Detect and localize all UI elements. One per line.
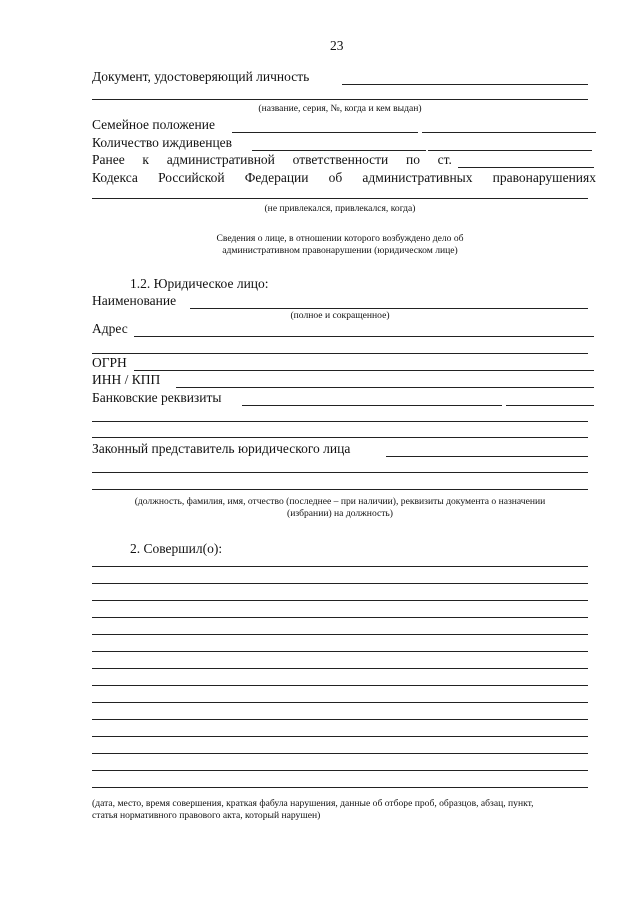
bank-details-label: Банковские реквизиты xyxy=(92,390,222,405)
bank-details-line2[interactable] xyxy=(92,421,588,422)
legal-rep-label: Законный представитель юридического лица xyxy=(92,441,351,456)
legal-rep-hint-line1: (должность, фамилия, имя, отчество (последнее – при наличии), реквизиты документа о назначении xyxy=(134,496,546,507)
committed-heading: 2. Совершил(о): xyxy=(130,541,223,556)
ogrn-field[interactable] xyxy=(134,370,594,371)
committed-line[interactable] xyxy=(92,583,588,584)
committed-line[interactable] xyxy=(92,566,588,567)
ogrn-label: ОГРН xyxy=(92,355,127,370)
committed-hint-line2: статья нормативного правового акта, который нарушен) xyxy=(92,810,321,821)
legal-rep-line3[interactable] xyxy=(92,489,588,490)
page-number: 23 xyxy=(330,38,344,53)
previous-liability-line2 xyxy=(92,170,596,186)
identity-doc-field[interactable] xyxy=(342,84,588,85)
committed-line[interactable] xyxy=(92,736,588,737)
legal-rep-hint-line2: (избрании) на должность) xyxy=(287,508,393,519)
entity-name-label: Наименование xyxy=(92,293,177,308)
dependents-label: Количество иждивенцев xyxy=(92,135,233,150)
bank-details-field[interactable] xyxy=(242,405,502,406)
inn-kpp-field[interactable] xyxy=(176,387,594,388)
marital-status-field-extra[interactable] xyxy=(422,132,596,133)
word: Кодекса xyxy=(92,170,138,185)
word: к xyxy=(142,152,149,167)
previous-liability-field[interactable] xyxy=(92,198,588,199)
legal-entity-heading: 1.2. Юридическое лицо: xyxy=(130,276,269,291)
identity-doc-label: Документ, удостоверяющий личность xyxy=(92,69,310,84)
word: по xyxy=(405,152,420,167)
legal-rep-field[interactable] xyxy=(386,456,588,457)
word: административных xyxy=(362,170,473,185)
previous-liability-line1 xyxy=(92,152,452,168)
committed-line[interactable] xyxy=(92,634,588,635)
inn-kpp-label: ИНН / КПП xyxy=(92,372,161,387)
committed-line[interactable] xyxy=(92,668,588,669)
address-field-line2[interactable] xyxy=(92,353,588,354)
committed-hint-line1: (дата, место, время совершения, краткая фабула нарушения, данные об отборе проб, образцов, абзац, пункт, xyxy=(92,798,534,809)
bank-details-line3[interactable] xyxy=(92,437,588,438)
identity-doc-hint: (название, серия, №, когда и кем выдан) xyxy=(258,103,422,114)
word: Российской xyxy=(158,170,225,185)
identity-doc-field-line2[interactable] xyxy=(92,99,588,100)
section-note-line1: Сведения о лице, в отношении которого возбуждено дело об xyxy=(216,233,464,244)
address-label: Адрес xyxy=(92,321,128,336)
word: Федерации xyxy=(244,170,309,185)
address-field[interactable] xyxy=(134,336,594,337)
committed-line[interactable] xyxy=(92,617,588,618)
bank-details-field-extra[interactable] xyxy=(506,405,594,406)
dependents-field[interactable] xyxy=(252,150,426,151)
word: административной xyxy=(166,152,275,167)
committed-line[interactable] xyxy=(92,685,588,686)
marital-status-field[interactable] xyxy=(232,132,418,133)
committed-line[interactable] xyxy=(92,719,588,720)
entity-name-field[interactable] xyxy=(190,308,588,309)
committed-line[interactable] xyxy=(92,600,588,601)
word: Ранее xyxy=(92,152,125,167)
word: об xyxy=(328,170,343,185)
section-note-line2: административном правонарушении (юридическом лице) xyxy=(222,245,458,256)
committed-line[interactable] xyxy=(92,651,588,652)
entity-name-hint: (полное и сокращенное) xyxy=(290,310,390,321)
committed-line[interactable] xyxy=(92,702,588,703)
word: правонарушениях xyxy=(492,170,596,185)
committed-line[interactable] xyxy=(92,770,588,771)
word: ст. xyxy=(437,152,452,167)
committed-line[interactable] xyxy=(92,787,588,788)
dependents-field-extra[interactable] xyxy=(428,150,592,151)
article-number-field[interactable] xyxy=(458,167,594,168)
previous-liability-hint: (не привлекался, привлекался, когда) xyxy=(264,203,416,214)
marital-status-label: Семейное положение xyxy=(92,117,215,132)
legal-rep-line2[interactable] xyxy=(92,472,588,473)
committed-line[interactable] xyxy=(92,753,588,754)
word: ответственности xyxy=(292,152,389,167)
